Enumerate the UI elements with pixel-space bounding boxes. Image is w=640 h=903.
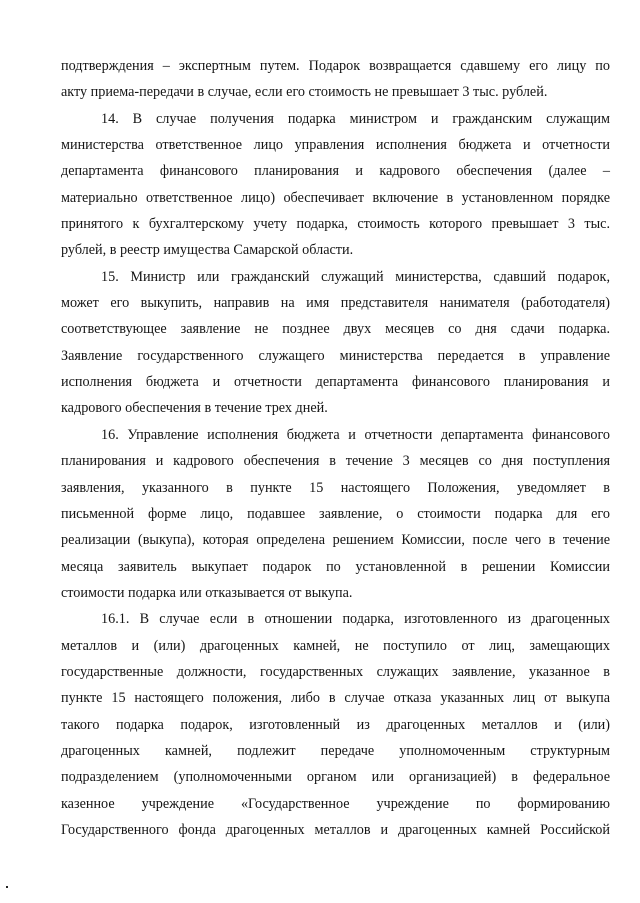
text-line: стоимости подарка или отказывается от выкупа. xyxy=(61,584,353,601)
text-line: заявления, указанного в пункте 15 настоящего Положения, уведомляет в xyxy=(61,479,610,496)
paragraph-16-1 xyxy=(61,606,610,843)
text-line: департамента финансового планирования и кадрового обеспечения (далее – xyxy=(61,163,610,180)
document-page xyxy=(61,53,610,843)
text-line: принятого к бухгалтерскому учету подарка, стоимость которого превышает 3 тыс. xyxy=(61,216,610,233)
paragraph-16 xyxy=(61,422,610,606)
text-line: такого подарка подарок, изготовленный из драгоценных металлов и (или) xyxy=(61,716,610,733)
text-line: пункте 15 настоящего положения, либо в случае отказа указанных лиц от выкупа xyxy=(61,690,610,707)
text-line: 14. В случае получения подарка министром и гражданским служащим xyxy=(101,110,610,127)
text-line: металлов и (или) драгоценных камней, не поступило от лиц, замещающих xyxy=(61,637,610,654)
text-line: рублей, в реестр имущества Самарской области. xyxy=(61,242,354,259)
text-line: казенное учреждение «Государственное учреждение по формированию xyxy=(61,795,610,812)
text-line: письменной форме лицо, подавшее заявление, о стоимости подарка для его xyxy=(61,505,610,522)
text-line: государственные должности, государственных служащих заявление, указанное в xyxy=(61,663,610,680)
text-line: исполнения бюджета и отчетности департамента финансового планирования и xyxy=(61,374,610,391)
text-line: кадрового обеспечения в течение трех дней. xyxy=(61,400,328,417)
text-line: Заявление государственного служащего министерства передается в управление xyxy=(61,347,610,364)
text-line: материально ответственное лицо) обеспечивает включение в установленном порядке xyxy=(61,189,610,206)
text-line: 16.1. В случае если в отношении подарка, изготовленного из драгоценных xyxy=(101,611,610,628)
text-line: реализации (выкупа), которая определена решением Комиссии, после чего в течение xyxy=(61,532,610,549)
text-line: Государственного фонда драгоценных металлов и драгоценных камней Российской xyxy=(61,821,610,838)
text-line: месяца заявитель выкупает подарок по установленной в решении Комиссии xyxy=(61,558,610,575)
text-line: 16. Управление исполнения бюджета и отчетности департамента финансового xyxy=(101,426,610,443)
text-line: планирования и кадрового обеспечения в течение 3 месяцев со дня поступления xyxy=(61,453,610,470)
text-line: может его выкупить, направив на имя представителя нанимателя (работодателя) xyxy=(61,295,610,312)
text-line: соответствующее заявление не позднее двух месяцев со дня сдачи подарка. xyxy=(61,321,610,338)
text-line: подразделением (уполномоченными органом или организацией) в федеральное xyxy=(61,769,610,786)
text-line: министерства ответственное лицо управления исполнения бюджета и отчетности xyxy=(61,137,610,154)
text-line: акту приема-передачи в случае, если его стоимость не превышает 3 тыс. рублей. xyxy=(61,84,548,101)
text-line: 15. Министр или гражданский служащий министерства, сдавший подарок, xyxy=(101,268,610,285)
text-line: драгоценных камней, подлежит передаче уполномоченным структурным xyxy=(61,742,610,759)
paragraph-14 xyxy=(61,106,610,264)
text-line: подтверждения – экспертным путем. Подарок возвращается сдавшему его лицу по xyxy=(61,58,610,74)
paragraph-continuation xyxy=(61,53,610,106)
paragraph-15 xyxy=(61,264,610,422)
scan-speck xyxy=(6,886,8,888)
